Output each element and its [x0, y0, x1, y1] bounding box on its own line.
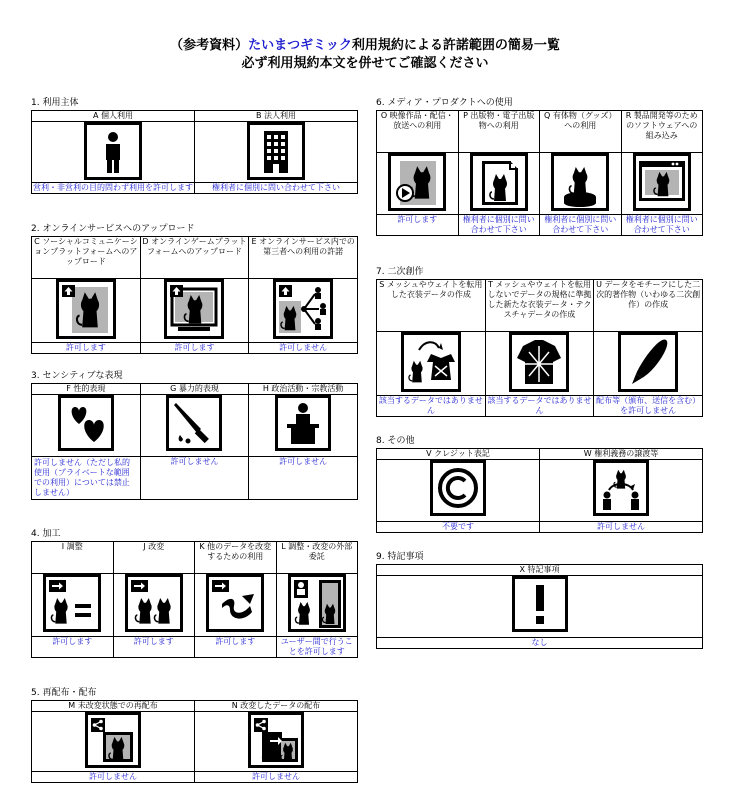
item-result: 許可します — [32, 637, 114, 658]
publication-icon — [470, 153, 528, 211]
item-label: B 法人利用 — [195, 111, 358, 122]
section-title: 3. センシティブな表現 — [31, 371, 123, 381]
upload-character-icon — [56, 279, 116, 339]
section-title: 7. 二次創作 — [376, 267, 424, 277]
item-result: 許可しません — [32, 772, 195, 783]
item-result: 権利者に個別に問い合わせて下さい — [458, 215, 540, 236]
item-label: E オンラインサービス内での第三者への利用の許諾 — [249, 237, 358, 279]
item-result: 配布等（頒布、送信を含む）を許可しません — [594, 396, 703, 417]
item-result: 許可しません — [249, 457, 358, 500]
section-title: 1. 利用主体 — [31, 98, 79, 108]
section-table — [376, 564, 703, 649]
section-table — [31, 541, 358, 658]
item-label: X 特記事項 — [377, 565, 703, 576]
item-result: 許可します — [377, 215, 459, 236]
software-icon — [633, 153, 691, 211]
item-result: 許可しません — [195, 772, 358, 783]
section-notes — [376, 551, 703, 649]
item-result: 許可しません（ただし私的使用（プライベートな範囲での利用）については禁止しません） — [32, 457, 141, 500]
item-label: G 暴力的表現 — [140, 384, 249, 395]
section-user — [31, 97, 358, 194]
copyright-icon — [430, 460, 486, 516]
item-result: 該当するデータではありません — [377, 396, 486, 417]
item-label: L 調整・改変の外部委託 — [276, 542, 358, 574]
section-distribution — [31, 687, 358, 783]
section-title: 5. 再配布・配布 — [31, 688, 97, 698]
podium-icon — [275, 395, 331, 451]
outfit-new-icon — [509, 332, 569, 392]
page-subtitle: 必ず利用規約本文を併せてご確認ください — [241, 56, 489, 71]
item-label: U データをモチーフにした二次的著作物（いわゆる二次創作）の作成 — [594, 280, 703, 332]
knife-icon — [166, 395, 222, 451]
item-result: 許可します — [195, 637, 277, 658]
section-online-upload — [31, 223, 358, 354]
building-icon — [247, 122, 305, 180]
section-title: 9. 特記事項 — [376, 552, 424, 562]
section-media — [376, 97, 703, 236]
section-processing — [31, 528, 358, 658]
title-gimmick-name: たいまつギミック — [248, 38, 352, 53]
item-result: 許可しません — [540, 522, 703, 533]
item-label: T メッシュやウェイトを転用しないでデータの規格に準拠した新たな衣装データ・テクスチャデータの作成 — [485, 280, 594, 332]
item-label: D オンラインゲームプラットフォームへのアップロード — [140, 237, 249, 279]
video-icon — [388, 153, 446, 211]
section-title: 2. オンラインサービスへのアップロード — [31, 224, 195, 234]
item-label: V クレジット表記 — [377, 449, 540, 460]
item-result: なし — [377, 638, 703, 649]
item-label: N 改変したデータの配布 — [195, 701, 358, 712]
distribute-modified-icon — [248, 712, 304, 768]
section-table — [31, 236, 358, 354]
section-table — [31, 110, 358, 194]
share-users-icon — [273, 279, 333, 339]
item-result: 許可しません — [249, 343, 358, 354]
item-label: K 他のデータを改変するための利用 — [195, 542, 277, 574]
item-result: 許可します — [32, 343, 141, 354]
section-derivative — [376, 266, 703, 417]
hearts-icon — [58, 395, 114, 451]
section-table — [376, 279, 703, 417]
item-label: P 出版物・電子出版物への利用 — [458, 111, 540, 153]
other-data-icon — [206, 574, 264, 632]
item-label: W 権利義務の譲渡等 — [540, 449, 703, 460]
section-table — [376, 448, 703, 533]
transfer-icon — [593, 460, 649, 516]
section-table — [376, 110, 703, 236]
section-title: 6. メディア・プロダクトへの使用 — [376, 98, 513, 108]
modify-icon — [125, 574, 183, 632]
item-result: 営利・非営利の目的問わず利用を許可します — [33, 183, 193, 192]
item-result: 許可します — [113, 637, 195, 658]
section-sensitive — [31, 370, 358, 500]
person-icon — [84, 122, 142, 180]
item-result: 許可しません — [140, 457, 249, 500]
title-pre: （参考資料） — [170, 38, 249, 53]
title-post: 利用規約による許諾範囲の簡易一覧 — [351, 38, 560, 53]
item-label: C ソーシャルコミュニケーションプラットフォームへのアップロード — [32, 237, 141, 279]
section-other — [376, 435, 703, 533]
item-label: I 調整 — [32, 542, 114, 574]
item-label: S メッシュやウェイトを転用した衣装データの作成 — [377, 280, 486, 332]
section-title: 8. その他 — [376, 436, 415, 446]
section-table — [31, 700, 358, 783]
adjust-icon — [43, 574, 101, 632]
item-result: 権利者に個別に問い合わせて下さい — [195, 183, 358, 194]
item-result: 該当するデータではありません — [485, 396, 594, 417]
figure-icon — [551, 153, 609, 211]
exclamation-icon — [512, 576, 568, 632]
redistribute-icon — [85, 712, 141, 768]
item-label: F 性的表現 — [32, 384, 141, 395]
item-label: H 政治活動・宗教活動 — [249, 384, 358, 395]
item-label: R 製品開発等のためのソフトウェアへの組み込み — [621, 111, 703, 153]
pen-icon — [618, 332, 678, 392]
item-result: 許可します — [140, 343, 249, 354]
item-result: 不要です — [377, 522, 540, 533]
section-table — [31, 383, 358, 500]
item-result: 権利者に個別に問い合わせて下さい — [540, 215, 622, 236]
item-result: 権利者に個別に問い合わせて下さい — [621, 215, 703, 236]
section-title: 4. 加工 — [31, 529, 61, 539]
upload-screen-icon — [164, 279, 224, 339]
item-label: O 映像作品・配信・放送への利用 — [377, 111, 459, 153]
item-label: J 改変 — [113, 542, 195, 574]
outfit-transfer-icon — [401, 332, 461, 392]
page-title — [0, 37, 730, 73]
outsource-icon — [288, 574, 346, 632]
item-result: ユーザー間で行うことを許可します — [276, 637, 358, 658]
item-label: Q 有体物（グッズ）への利用 — [540, 111, 622, 153]
item-label: A 個人利用 — [32, 111, 195, 122]
item-label: M 未改変状態での再配布 — [32, 701, 195, 712]
